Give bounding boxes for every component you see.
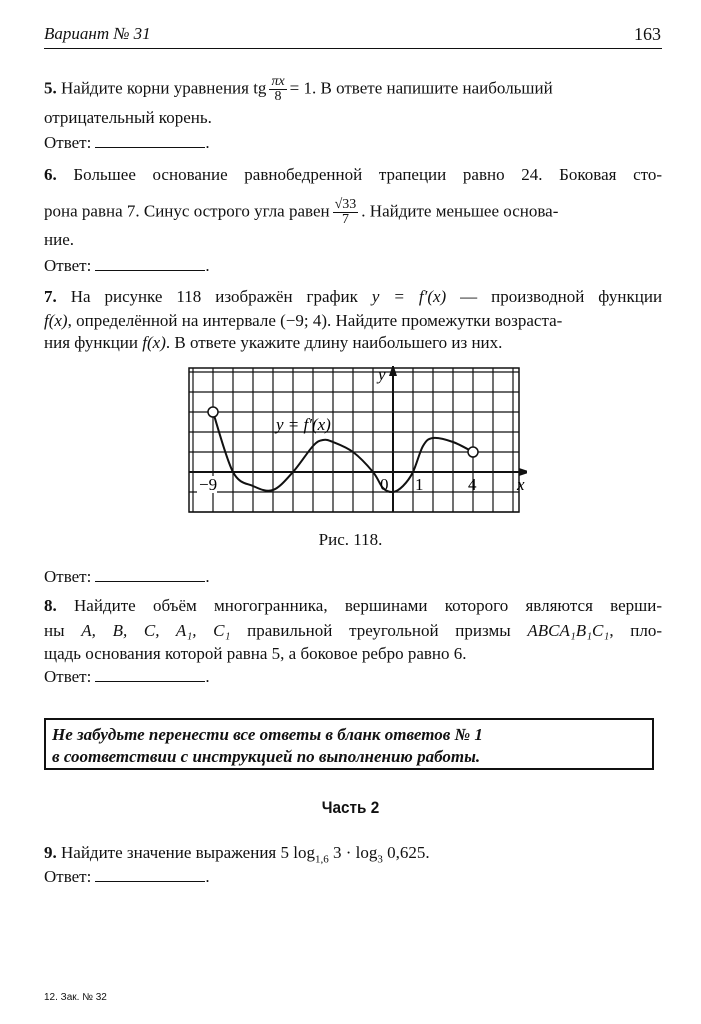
answer-8: Ответ: . [44, 667, 210, 686]
tick-label-x-4: 4 [468, 475, 477, 494]
math: f(x) [44, 311, 68, 330]
figure-caption: Рис. 118. [318, 530, 383, 549]
text: . Найдите меньшее основа- [361, 201, 559, 221]
text: рона равна 7. Синус острого угла равен [44, 201, 330, 221]
tick-label-x-minus9: −9 [199, 475, 218, 494]
reminder-box [44, 718, 654, 770]
fraction [333, 198, 359, 227]
text: Найдите объём многогранника, вершинами которого являются верши- [74, 596, 662, 615]
footer-print-info: 12. Зак. № 32 [44, 992, 107, 1003]
text: Найдите значение выражения 5 log [61, 843, 315, 862]
math: ABCA₁B₁C₁ [527, 621, 610, 640]
answer-blank[interactable] [95, 867, 205, 882]
fraction [269, 75, 286, 104]
problem-number: 8. [44, 596, 57, 615]
text: , определённой на интервале (−9; 4). Найдите промежутки возраста- [67, 311, 563, 330]
answer-label: Ответ: [44, 256, 92, 275]
variant-title: Вариант № 31 [44, 24, 151, 43]
problem-number: 9. [44, 843, 57, 862]
math: f(x) [142, 333, 166, 352]
problem-5-line-2: отрицательный корень. [44, 108, 212, 127]
problem-5-line-1 [44, 75, 662, 104]
math: A, B, C, A₁, C₁ [81, 621, 231, 640]
denominator: 8 [274, 89, 282, 104]
text: . В ответе укажите длину наибольшего из них. [165, 333, 503, 352]
answer-label: Ответ: [44, 567, 92, 586]
problem-7-line-3 [44, 333, 662, 353]
denominator: 7 [341, 212, 349, 227]
answer-7: Ответ: . [44, 567, 210, 586]
tick-label-origin: 0 [380, 475, 389, 494]
subscript: 1,6 [314, 853, 329, 866]
text: — производной функции [460, 287, 663, 306]
reminder-line-1: Не забудьте перенести все ответы в бланк ответов № 1 [52, 725, 483, 744]
text: 3 · log [332, 843, 378, 862]
text: = 1. В ответе напишите наибольший [289, 78, 553, 98]
problem-8-line-1 [44, 596, 662, 616]
problem-6-line-1 [44, 165, 662, 185]
subscript: 3 [377, 853, 383, 866]
problem-6-line-3: ние. [44, 230, 74, 249]
text: На рисунке 118 изображён график [70, 287, 358, 306]
text: ния функции [44, 333, 139, 352]
problem-8-line-3: щадь основания которой равна 5, а боковое ребро равно 6. [44, 644, 467, 663]
answer-blank[interactable] [95, 256, 205, 271]
answer-blank[interactable] [95, 133, 205, 148]
math: y = f′(x) [371, 287, 447, 306]
part-2-heading: Часть 2 [321, 798, 380, 817]
answer-6: Ответ: . [44, 256, 210, 275]
text: , пло- [609, 621, 663, 640]
answer-blank[interactable] [95, 667, 205, 682]
derivative-graph [187, 366, 527, 516]
problem-number: 7. [44, 287, 57, 306]
answer-label: Ответ: [44, 133, 92, 152]
tick-label-x-1: 1 [415, 475, 424, 494]
answer-label: Ответ: [44, 867, 92, 886]
text: Найдите корни уравнения tg [61, 78, 267, 98]
answer-9: Ответ: . [44, 867, 210, 886]
header-rule [44, 48, 662, 49]
x-axis-label: x [517, 475, 525, 494]
page-number: 163 [634, 24, 661, 44]
reminder-line-2: в соответствии с инструкцией по выполнению работы. [52, 747, 481, 766]
problem-7-line-2 [44, 311, 662, 331]
answer-label: Ответ: [44, 667, 92, 686]
problem-number: 5. [44, 78, 57, 98]
numerator: πx [271, 74, 285, 89]
text: Большее основание равнобедренной трапеции равно 24. Боковая сто- [73, 165, 662, 184]
curve-label: y = f′(x) [276, 415, 331, 434]
open-endpoint [468, 447, 478, 457]
text: 0,625. [387, 843, 430, 862]
problem-6-line-2 [44, 198, 662, 227]
problem-9-line-1 [44, 843, 662, 869]
answer-blank[interactable] [95, 567, 205, 582]
problem-8-line-2 [44, 621, 662, 641]
open-endpoint [208, 407, 218, 417]
y-axis-label: y [378, 366, 386, 384]
problem-7-line-1 [44, 287, 662, 307]
answer-5: Ответ: . [44, 133, 210, 152]
text: правильной треугольной призмы [247, 621, 511, 640]
text: ны [44, 621, 65, 640]
problem-number: 6. [44, 165, 57, 184]
numerator: √33 [334, 197, 357, 212]
